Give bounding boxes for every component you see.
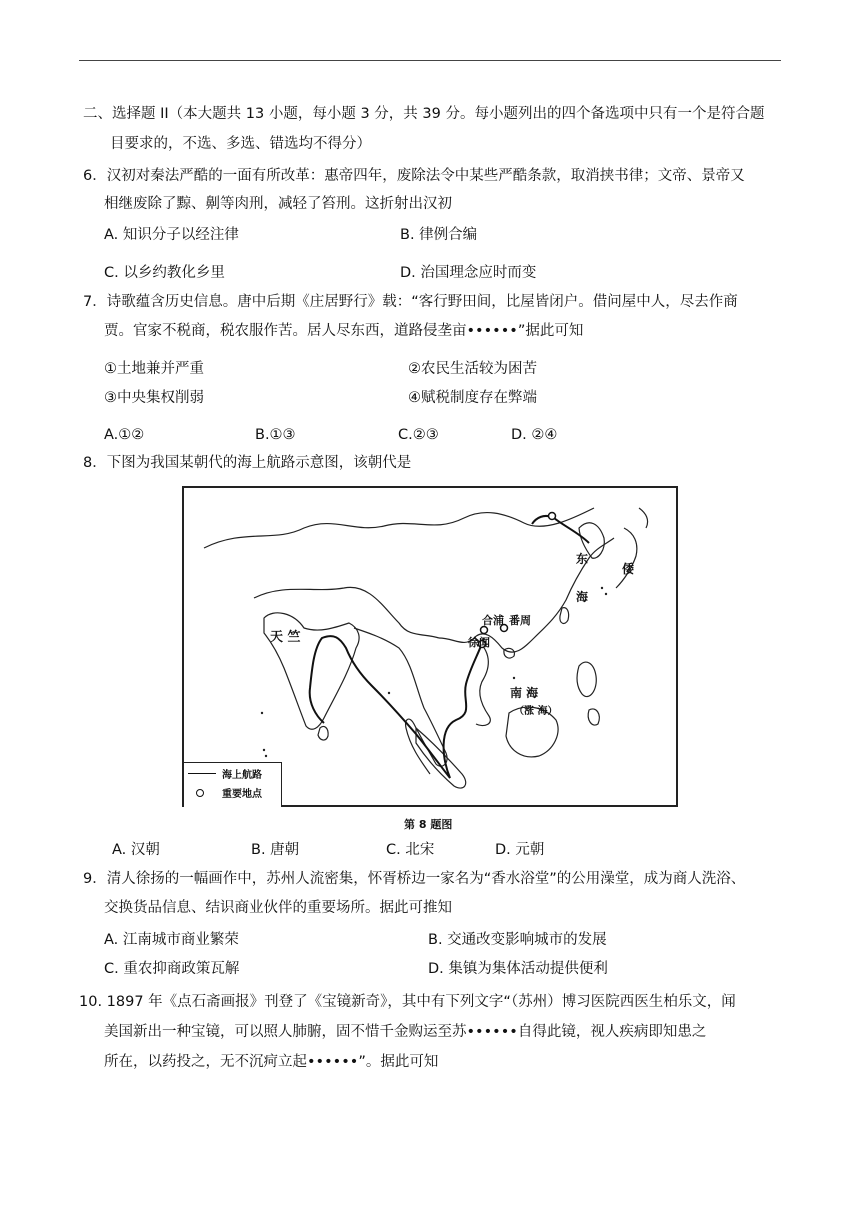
map-caption: 第 8 题图: [404, 818, 453, 831]
sea-route-map: [182, 486, 678, 807]
q7-stem-line1: 7．诗歌蕴含历史信息。唐中后期《庄居野行》载：“客行野田间，比屋皆闭户。借问屋中人，尽去作商: [83, 294, 738, 310]
q10-stem-line1: 10. 1897 年《点石斋画报》刊登了《宝镜新奇》，其中有下列文字“（苏州）博习医院西医生柏乐文，闻: [79, 994, 736, 1010]
q10-stem-line3: 所在，以药投之，无不沉疴立起••••••”。据此可知: [104, 1054, 439, 1070]
q8-stem: 8．下图为我国某朝代的海上航路示意图，该朝代是: [83, 455, 412, 471]
legend-route-swatch: [188, 773, 216, 774]
map-legend: [184, 762, 282, 807]
map-label-hepu: 合浦: [482, 614, 504, 627]
q7-option-b[interactable]: B.①③: [255, 427, 296, 443]
q8-option-d[interactable]: D. 元朝: [495, 842, 545, 858]
q9-option-b[interactable]: B. 交通改变影响城市的发展: [428, 932, 607, 948]
map-label-xuwen: 徐闻: [468, 636, 490, 649]
coast-north: [204, 508, 594, 548]
q9-option-c[interactable]: C. 重农抑商政策瓦解: [104, 961, 240, 977]
q6-option-b[interactable]: B. 律例合编: [400, 227, 478, 243]
q8-option-c[interactable]: C. 北宋: [386, 842, 435, 858]
q7-item-1: ①土地兼并严重: [104, 361, 204, 377]
philippines: [577, 662, 599, 725]
q7-stem-line2: 贾。官家不税商，税农服作苦。居人尽东西，道路侵垄亩••••••”据此可知: [104, 323, 584, 339]
q8-option-b[interactable]: B. 唐朝: [251, 842, 300, 858]
q7-option-c[interactable]: C.②③: [398, 427, 439, 443]
q7-option-a[interactable]: A.①②: [104, 427, 145, 443]
sea-route-north: [532, 516, 589, 543]
q9-stem-line1: 9．清人徐扬的一幅画作中，苏州人流密集，怀胥桥边一家名为“香水浴堂”的公用澡堂，成为商人洗浴、: [83, 871, 746, 887]
q8-option-a[interactable]: A. 汉朝: [112, 842, 160, 858]
q7-item-4: ④赋税制度存在弊端: [408, 390, 537, 406]
taiwan: [560, 608, 569, 624]
legend-route-label: 海上航路: [222, 770, 262, 781]
sri-lanka: [318, 726, 328, 740]
island-dot: [601, 587, 603, 589]
q6-option-d[interactable]: D. 治国理念应时而变: [400, 265, 537, 281]
island-dot: [265, 755, 267, 757]
q6-stem-line2: 相继废除了黥、劓等肉刑，减轻了笞刑。这折射出汉初: [104, 196, 452, 212]
q9-option-d[interactable]: D. 集镇为集体活动提供便利: [428, 961, 608, 977]
q6-option-c[interactable]: C. 以乡约教化乡里: [104, 265, 225, 281]
map-label-nanhai: 南 海: [510, 686, 539, 700]
map-label-dong: 东: [576, 552, 589, 566]
map-label-hai: 海: [576, 590, 589, 604]
island-dot: [388, 692, 390, 694]
q7-option-d[interactable]: D. ②④: [511, 427, 558, 443]
map-label-zhanghai: （涨 海）: [514, 706, 558, 717]
q9-option-a[interactable]: A. 江南城市商业繁荣: [104, 932, 239, 948]
q6-stem-line1: 6．汉初对秦法严酷的一面有所改革：惠帝四年，废除法令中某些严酷条款，取消挟书律；文帝、景帝又: [83, 168, 745, 184]
top-rule: [79, 60, 781, 61]
island-dot: [261, 712, 263, 714]
island-dot: [513, 677, 515, 679]
q6-option-a[interactable]: A. 知识分子以经注律: [104, 227, 239, 243]
island-dot: [605, 593, 607, 595]
indochina-coast: [354, 628, 447, 774]
place-north-marker: [549, 513, 556, 520]
section-header-line1: 二、选择题 II（本大题共 13 小题，每小题 3 分，共 39 分。每小题列出的四个备选项中只有一个是符合题: [83, 106, 765, 122]
sea-route-line: [310, 636, 484, 778]
map-drawing: [184, 488, 676, 805]
legend-place-label: 重要地点: [222, 789, 262, 800]
sumatra: [416, 728, 466, 788]
q9-stem-line2: 交换货品信息、结识商业伙伴的重要场所。据此可推知: [104, 900, 452, 916]
map-label-wo: 倭: [622, 562, 635, 576]
q10-stem-line2: 美国新出一种宝镜，可以照人肺腑，固不惜千金购运至苏••••••自得此镜，视人疾病即知患之: [104, 1024, 707, 1040]
section-header-line2: 目要求的，不选、多选、错选均不得分）: [110, 136, 371, 152]
legend-place-swatch: [196, 789, 204, 797]
vietnam-coast: [474, 638, 490, 726]
island-dot: [263, 749, 265, 751]
map-label-tianzhu: 天 竺: [270, 630, 301, 645]
map-label-panyu: 番周: [509, 614, 531, 627]
q7-item-3: ③中央集权削弱: [104, 390, 204, 406]
q7-item-2: ②农民生活较为困苦: [408, 361, 537, 377]
